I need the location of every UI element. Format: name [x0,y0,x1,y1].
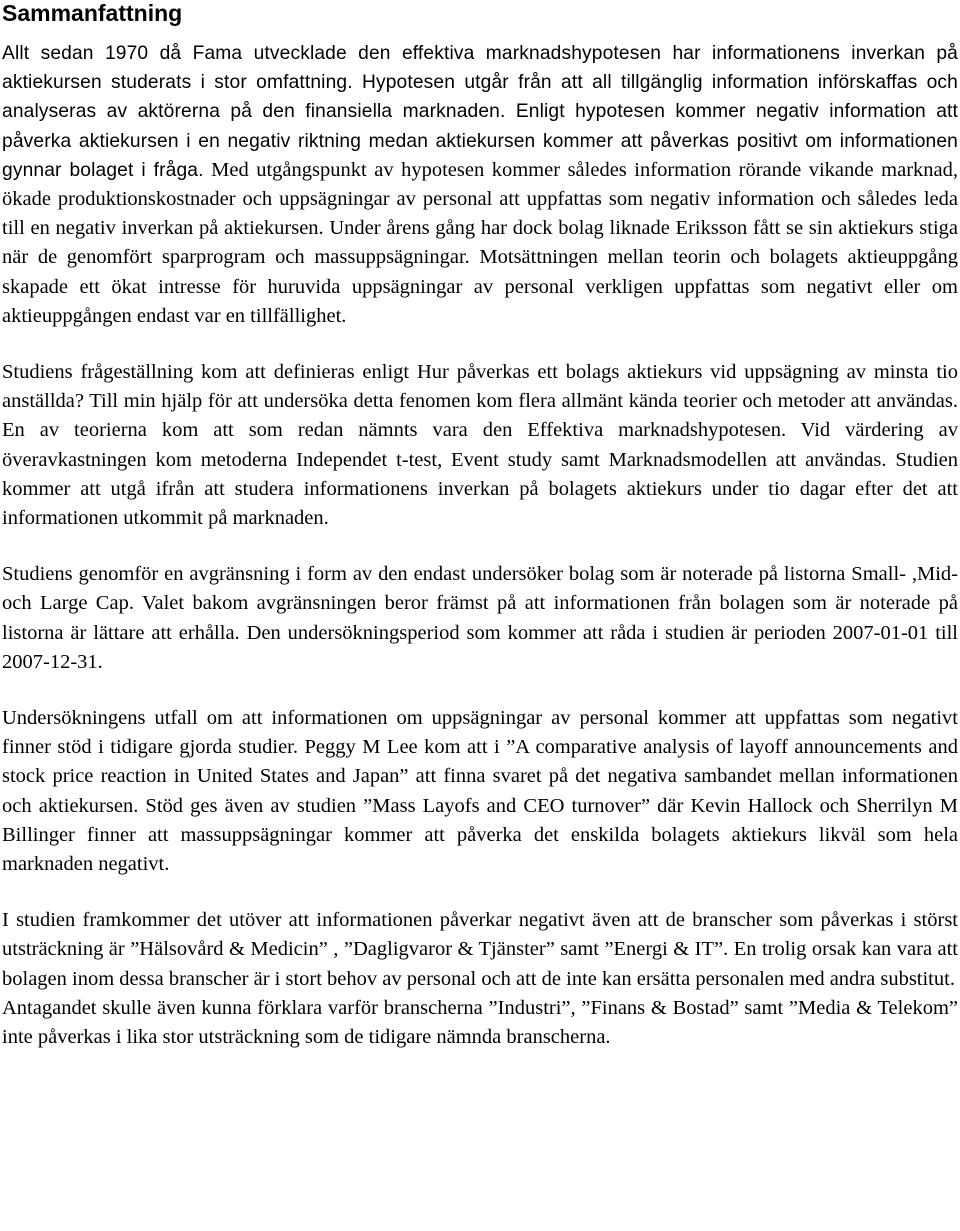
paragraph-4: Undersökningens utfall om att informationen om uppsägningar av personal kommer att uppfattas som negativt finner stöd i tidigare gjorda studier. Peggy M Lee kom att i ”A comparative analysis of layoff announcements and stock price reaction in United States and Japan” att finna svaret på det negativa sambandet mellan informationen och aktiekursen. Stöd ges även av studien ”Mass Layofs and CEO turnover” där Kevin Hallock och Sherrilyn M Billinger finner att massuppsägningar kommer att påverka det enskilda bolagets aktiekurs likväl som hela marknaden negativt. [2,707,958,876]
paragraph-6: Antagandet skulle även kunna förklara varför branscherna ”Industri”, ”Finans & Bostad” samt ”Media & Telekom” inte påverkas i lika stor utsträckning som de tidigare nämnda branscherna. [2,996,958,1049]
paragraph-1-sans-part: Allt sedan 1970 då Fama utvecklade den effektiva marknadshypotesen har informationens inverkan på aktiekursen studerats i stor omfattning. Hypotesen utgår från att all tillgänglig information införskaffas och analyseras av aktörerna på den finansiella marknaden. Enligt hypotesen kommer negativ information att påverka aktiekursen i en negativ riktning medan aktiekursen kommer att påverkas positivt om informationen gynnar bolaget i fråga. [2,43,958,181]
paragraph-2: Studiens frågeställning kom att definieras enligt Hur påverkas ett bolags aktiekurs vid uppsägning av minsta tio anställda? Till min hjälp för att undersöka detta fenomen kom flera allmänt kända teorier och metoder att användas. En av teorierna kom att som redan nämnts vara den Effektiva marknadshypotesen. Vid värdering av överavkastningen kom metoderna Independet t-test, Event study samt Marknadsmodellen att användas. Studien kommer att utgå ifrån att studera informationens inverkan på bolagets aktiekurs under tio dagar efter det att informationen utkommit på marknaden. [2,361,958,530]
paragraph-1-serif-part: Med utgångspunkt av hypotesen kommer således information rörande vikande marknad, ökade produktionskostnader och uppsägningar av personal att uppfattas som negativ information och således leda till en negativ inverkan på aktiekursen. Under årens gång har dock bolag liknade Eriksson fått se sin aktiekurs stiga när de genomfört sparprogram och massuppsägningar. Motsättningen mellan teorin och bolagets aktieuppgång skapade ett ökat intresse för huruvida uppsägningar av personal verkligen uppfattas som negativt eller om aktieuppgången endast var en tillfällighet. [2,158,959,327]
paragraph-5: I studien framkommer det utöver att informationen påverkar negativt även att de branscher som påverkas i störst utsträckning är ”Hälsovård & Medicin” , ”Dagligvaror & Tjänster” samt ”Energi & IT”. En trolig orsak kan vara att bolagen inom dessa branscher är i stort behov av personal och att de inte kan ersätta personalen med andra substitut. [2,909,958,990]
paragraph-1 [2,39,958,331]
paragraph-3: Studiens genomför en avgränsning i form av den endast undersöker bolag som är noterade på listorna Small- ,Mid- och Large Cap. Valet bakom avgränsningen beror främst på att informationen från bolagen som är noterade på listorna är lättare att erhålla. Den undersökningsperiod som kommer att råda i studien är perioden 2007-01-01 till 2007-12-31. [2,563,958,673]
section-heading: Sammanfattning [2,0,183,26]
